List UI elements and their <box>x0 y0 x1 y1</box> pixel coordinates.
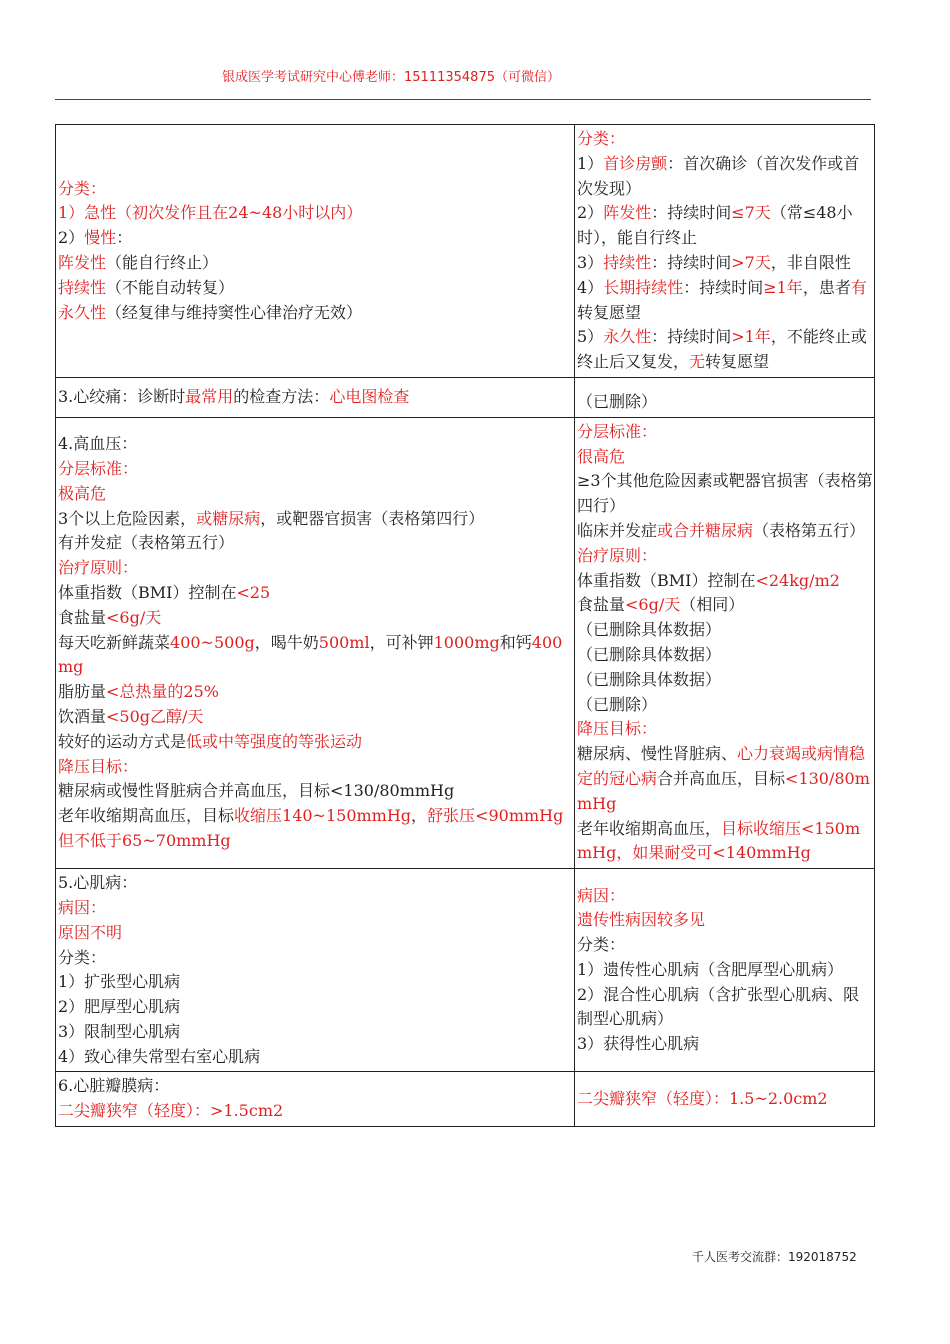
body-text: 老年收缩期高血压， <box>577 818 722 838</box>
cell-line <box>577 618 873 643</box>
cell-line <box>577 1032 873 1057</box>
highlight-text: 极高危 <box>58 483 107 503</box>
body-text: 分类： <box>577 935 626 955</box>
highlight-text: 心力衰竭或病情稳定的冠心病 <box>577 744 866 788</box>
cell-line <box>58 631 573 681</box>
highlight-text: 持续性 <box>603 252 652 272</box>
highlight-text: 或合并糖尿病 <box>657 520 754 540</box>
cell-line <box>577 817 873 867</box>
cell-line <box>58 995 573 1020</box>
cell-line <box>577 127 873 152</box>
cell-line <box>58 606 573 631</box>
table-row <box>56 125 875 378</box>
body-text: 6.心脏瓣膜病： <box>58 1076 170 1096</box>
highlight-text: ≤7天 <box>731 203 771 223</box>
body-text: 2） <box>577 203 604 223</box>
body-text: ： <box>116 228 133 248</box>
body-text: 2）肥厚型心肌病 <box>58 997 181 1017</box>
cell-line <box>58 251 573 276</box>
highlight-text: 首诊房颤 <box>603 153 668 173</box>
body-text: 临床并发症 <box>577 520 658 540</box>
highlight-text: <25 <box>236 582 271 602</box>
cell-line <box>58 946 573 971</box>
cell-line <box>58 755 573 780</box>
body-text: 糖尿病、慢性肾脏病、 <box>577 744 738 764</box>
cell-line <box>58 507 573 532</box>
highlight-text: 分层标准： <box>577 421 658 441</box>
body-text: ，非自限性 <box>770 252 851 272</box>
cell-line <box>577 152 873 202</box>
cell-line <box>577 420 873 445</box>
comparison-table <box>55 124 875 1127</box>
body-text: ：持续时间 <box>651 203 732 223</box>
body-text: 转复愿望 <box>705 352 770 372</box>
body-text: 脂肪量 <box>58 682 107 702</box>
body-text: 的检查方法： <box>233 386 330 406</box>
body-text: 4）致心律失常型右室心肌病 <box>58 1046 261 1066</box>
body-text: ：首次确诊（首次发作或首次发现） <box>577 153 860 198</box>
cell-line <box>58 531 573 556</box>
right-cell <box>575 125 875 378</box>
cell-line <box>577 958 873 983</box>
cell-line <box>58 1099 573 1124</box>
highlight-text: 慢性 <box>84 228 117 248</box>
cell-line <box>577 251 873 276</box>
cell-line <box>577 593 873 618</box>
body-text: （已删除具体数据） <box>577 669 722 689</box>
highlight-text: <130/80mmHg <box>577 768 870 813</box>
body-text: 3个以上危险因素， <box>58 508 197 528</box>
highlight-text: 400~500g <box>170 632 255 652</box>
highlight-text: 1）急性（初次发作且在24~48小时以内） <box>58 203 363 223</box>
highlight-text: >1年 <box>731 327 771 347</box>
cell-line <box>577 742 873 816</box>
body-text: 5.心肌病： <box>58 873 138 893</box>
body-text: 1） <box>577 153 604 173</box>
header-divider <box>55 99 871 100</box>
body-text: 2）混合性心肌病（含扩张型心肌病、限制型心肌病） <box>577 984 860 1029</box>
body-text: （已删除） <box>577 694 658 714</box>
body-text: 4） <box>577 277 604 297</box>
body-text: 老年收缩期高血压，目标 <box>58 806 235 826</box>
left-cell <box>56 125 575 378</box>
body-text: ：持续时间 <box>651 327 732 347</box>
body-text: （能自行终止） <box>106 252 219 272</box>
table-row <box>56 1072 875 1127</box>
body-text: 5） <box>577 327 604 347</box>
body-text: ，患者 <box>802 277 851 297</box>
cell-line <box>577 469 873 519</box>
body-text: 较好的运动方式是 <box>58 731 187 751</box>
cell-line <box>58 1045 573 1070</box>
highlight-text: 很高危 <box>577 446 626 466</box>
body-text: （常≤48小时），能自行终止 <box>577 203 853 248</box>
highlight-text: 二尖瓣狭窄（轻度）：1.5~2.0cm2 <box>577 1088 828 1108</box>
body-text: ≥3个其他危险因素或靶器官损害（表格第四行） <box>577 471 873 516</box>
cell-line <box>58 921 573 946</box>
cell-line <box>58 779 573 804</box>
body-text: ，喝牛奶 <box>254 632 319 652</box>
highlight-text: <24kg/m2 <box>755 570 840 590</box>
body-text: （已删除具体数据） <box>577 620 722 640</box>
cell-line <box>58 201 573 226</box>
body-text: 2） <box>58 228 85 248</box>
highlight-text: 500ml <box>318 632 370 652</box>
cell-line <box>58 177 573 202</box>
cell-line <box>58 556 573 581</box>
highlight-text: 持续性 <box>58 277 107 297</box>
body-text: ，或靶器官损害（表格第四行） <box>260 508 485 528</box>
highlight-text: <50g乙醇/天 <box>106 706 204 726</box>
body-text: 转复愿望 <box>577 302 642 322</box>
left-cell <box>56 417 575 868</box>
highlight-text: <6g/天 <box>625 595 681 615</box>
highlight-text: 原因不明 <box>58 922 123 942</box>
cell-line <box>577 1087 873 1112</box>
body-text: 体重指数（BMI）控制在 <box>58 582 237 602</box>
cell-line <box>577 933 873 958</box>
cell-line <box>577 544 873 569</box>
highlight-text: 目标收缩压<150mmHg，如果耐受可<140mmHg <box>577 818 861 863</box>
highlight-text: 病因： <box>58 897 107 917</box>
highlight-text: 最常用 <box>185 386 234 406</box>
highlight-text: 遗传性病因较多见 <box>577 910 706 930</box>
right-cell <box>575 1072 875 1127</box>
highlight-text: 阵发性 <box>603 203 652 223</box>
body-text: ：持续时间 <box>683 277 764 297</box>
body-text: 食盐量 <box>577 595 626 615</box>
body-text: （经复律与维持窦性心律治疗无效） <box>106 302 363 322</box>
cell-line <box>58 970 573 995</box>
highlight-text: 分类： <box>58 178 107 198</box>
body-text: 3） <box>577 252 604 272</box>
body-text: （表格第五行） <box>753 520 866 540</box>
highlight-text: 400mg <box>58 632 563 677</box>
body-text: （已删除） <box>577 391 658 411</box>
cell-line <box>58 896 573 921</box>
cell-line <box>58 581 573 606</box>
body-text: 有并发症（表格第五行） <box>58 533 235 553</box>
cell-line <box>577 569 873 594</box>
highlight-text: 低或中等强度的等张运动 <box>186 731 363 751</box>
body-text: 1）扩张型心肌病 <box>58 972 181 992</box>
cell-line <box>577 884 873 909</box>
table-row <box>56 377 875 417</box>
left-cell <box>56 869 575 1072</box>
cell-line <box>58 680 573 705</box>
body-text: 食盐量 <box>58 607 107 627</box>
cell-line <box>577 201 873 251</box>
body-text: 糖尿病或慢性肾脏病合并高血压，目标<130/80mmHg <box>58 781 455 801</box>
cell-line <box>58 804 573 854</box>
highlight-text: 分层标准： <box>58 458 139 478</box>
cell-line <box>58 226 573 251</box>
body-text: ：持续时间 <box>651 252 732 272</box>
footer-group-info: 千人医考交流群：192018752 <box>692 1250 857 1264</box>
body-text: ，可补钾 <box>369 632 434 652</box>
highlight-text: 无 <box>689 352 706 372</box>
highlight-text: 分类： <box>577 129 626 148</box>
body-text: 4.高血压： <box>58 434 138 454</box>
cell-line <box>58 301 573 326</box>
highlight-text: 永久性 <box>58 302 107 322</box>
left-cell <box>56 1072 575 1127</box>
cell-line <box>58 385 573 410</box>
highlight-text: 有 <box>850 277 867 297</box>
cell-line <box>577 519 873 544</box>
table-row <box>56 869 875 1072</box>
body-text: 3）限制型心肌病 <box>58 1021 181 1041</box>
table-row <box>56 417 875 868</box>
body-text: （相同） <box>680 595 745 615</box>
highlight-text: 舒张压<90mmHg但不低于65~70mmHg <box>58 806 564 850</box>
body-text: 每天吃新鲜蔬菜 <box>58 632 171 652</box>
cell-line <box>58 1074 573 1099</box>
body-text: （不能自动转复） <box>106 277 235 297</box>
cell-line <box>577 668 873 693</box>
highlight-text: 长期持续性 <box>603 277 684 297</box>
body-text: 合并高血压，目标 <box>657 768 786 788</box>
cell-line <box>58 705 573 730</box>
highlight-text: ≥1年 <box>763 277 803 297</box>
body-text: ，不能终止或终止后又复发， <box>577 327 867 372</box>
highlight-text: 治疗原则： <box>577 545 658 565</box>
cell-line <box>58 276 573 301</box>
highlight-text: 永久性 <box>603 327 652 347</box>
header-contact: 银成医学考试研究中心傅老师：15111354875（可微信） <box>222 70 560 85</box>
cell-line <box>577 445 873 470</box>
cell-line <box>577 325 873 375</box>
cell-line <box>58 871 573 896</box>
body-text: 分类： <box>58 947 107 967</box>
cell-line <box>58 730 573 755</box>
body-text: 和钙 <box>499 632 532 652</box>
highlight-text: 1000mg <box>433 632 500 652</box>
highlight-text: 二尖瓣狭窄（轻度）：>1.5cm2 <box>58 1101 284 1121</box>
left-cell <box>56 377 575 417</box>
cell-line <box>58 1020 573 1045</box>
highlight-text: 心电图检查 <box>329 386 410 406</box>
cell-line <box>577 643 873 668</box>
body-text: 体重指数（BMI）控制在 <box>577 570 756 590</box>
cell-line <box>577 908 873 933</box>
right-cell <box>575 377 875 417</box>
body-text: 饮酒量 <box>58 706 107 726</box>
highlight-text: <总热量的25% <box>106 682 219 702</box>
highlight-text: 降压目标： <box>577 719 658 739</box>
body-text: （已删除具体数据） <box>577 644 722 664</box>
cell-line <box>577 693 873 718</box>
body-text: 3.心绞痛：诊断时 <box>58 386 186 406</box>
cell-line <box>577 390 873 415</box>
highlight-text: 收缩压140~150mmHg <box>234 806 412 826</box>
highlight-text: 或糖尿病 <box>196 508 261 528</box>
cell-line <box>58 482 573 507</box>
cell-line <box>577 983 873 1033</box>
highlight-text: <6g/天 <box>106 607 162 627</box>
cell-line <box>58 432 573 457</box>
highlight-text: >7天 <box>731 252 771 272</box>
cell-line <box>58 457 573 482</box>
highlight-text: 降压目标： <box>58 756 139 776</box>
highlight-text: 阵发性 <box>58 252 107 272</box>
body-text: 1）遗传性心肌病（含肥厚型心肌病） <box>577 959 844 979</box>
cell-line <box>577 276 873 326</box>
right-cell <box>575 417 875 868</box>
body-text: ， <box>411 806 428 826</box>
cell-line <box>577 717 873 742</box>
highlight-text: 病因： <box>577 885 626 905</box>
highlight-text: 治疗原则： <box>58 558 139 578</box>
body-text: 3）获得性心肌病 <box>577 1034 700 1054</box>
right-cell <box>575 869 875 1072</box>
